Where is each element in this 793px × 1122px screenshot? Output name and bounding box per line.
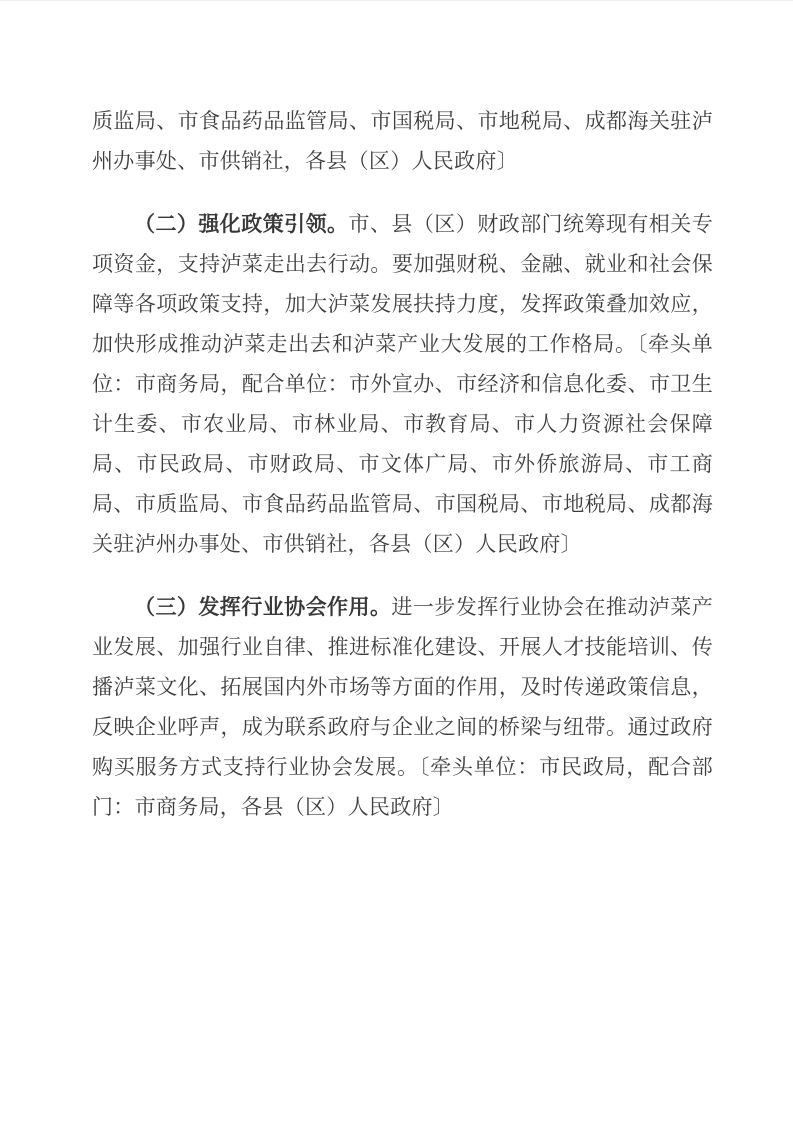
paragraph-lead-heading: （三）发挥行业协会作用。 <box>134 595 392 619</box>
paragraph-section-3 <box>92 587 713 827</box>
paragraph-lead-heading: （二）强化政策引领。 <box>134 212 349 236</box>
paragraph-text: 市、县（区）财政部门统筹现有相关专项资金，支持泸菜走出去行动。要加强财税、金融、就业和社会保障等各项政策支持，加大泸菜发展扶持力度，发挥政策叠加效应，加快形成推动泸菜走出去和泸菜产业大发展的工作格局。〔牵头单位：市商务局，配合单位：市外宣办、市经济和信息化委、市卫生计生委、市农业局、市林业局、市教育局、市人力资源社会保障局、市民政局、市财政局、市文体广局、市外侨旅游局、市工商局、市质监局、市食品药品监管局、市国税局、市地税局、成都海关驻泸州办事处、市供销社，各县（区）人民政府〕 <box>92 212 713 556</box>
page-top-edge <box>0 0 793 1</box>
paragraph-text: 进一步发挥行业协会在推动泸菜产业发展、加强行业自律、推进标准化建设、开展人才技能培训、传播泸菜文化、拓展国内外市场等方面的作用，及时传递政策信息，反映企业呼声，成为联系政府与企业之间的桥梁与纽带。通过政府购买服务方式支持行业协会发展。〔牵头单位：市民政局，配合部门：市商务局，各县（区）人民政府〕 <box>92 595 713 819</box>
paragraph-section-2 <box>92 204 713 564</box>
paragraph-continuation <box>92 101 713 181</box>
paragraph-text: 质监局、市食品药品监管局、市国税局、市地税局、成都海关驻泸州办事处、市供销社，各县（区）人民政府〕 <box>92 109 713 173</box>
